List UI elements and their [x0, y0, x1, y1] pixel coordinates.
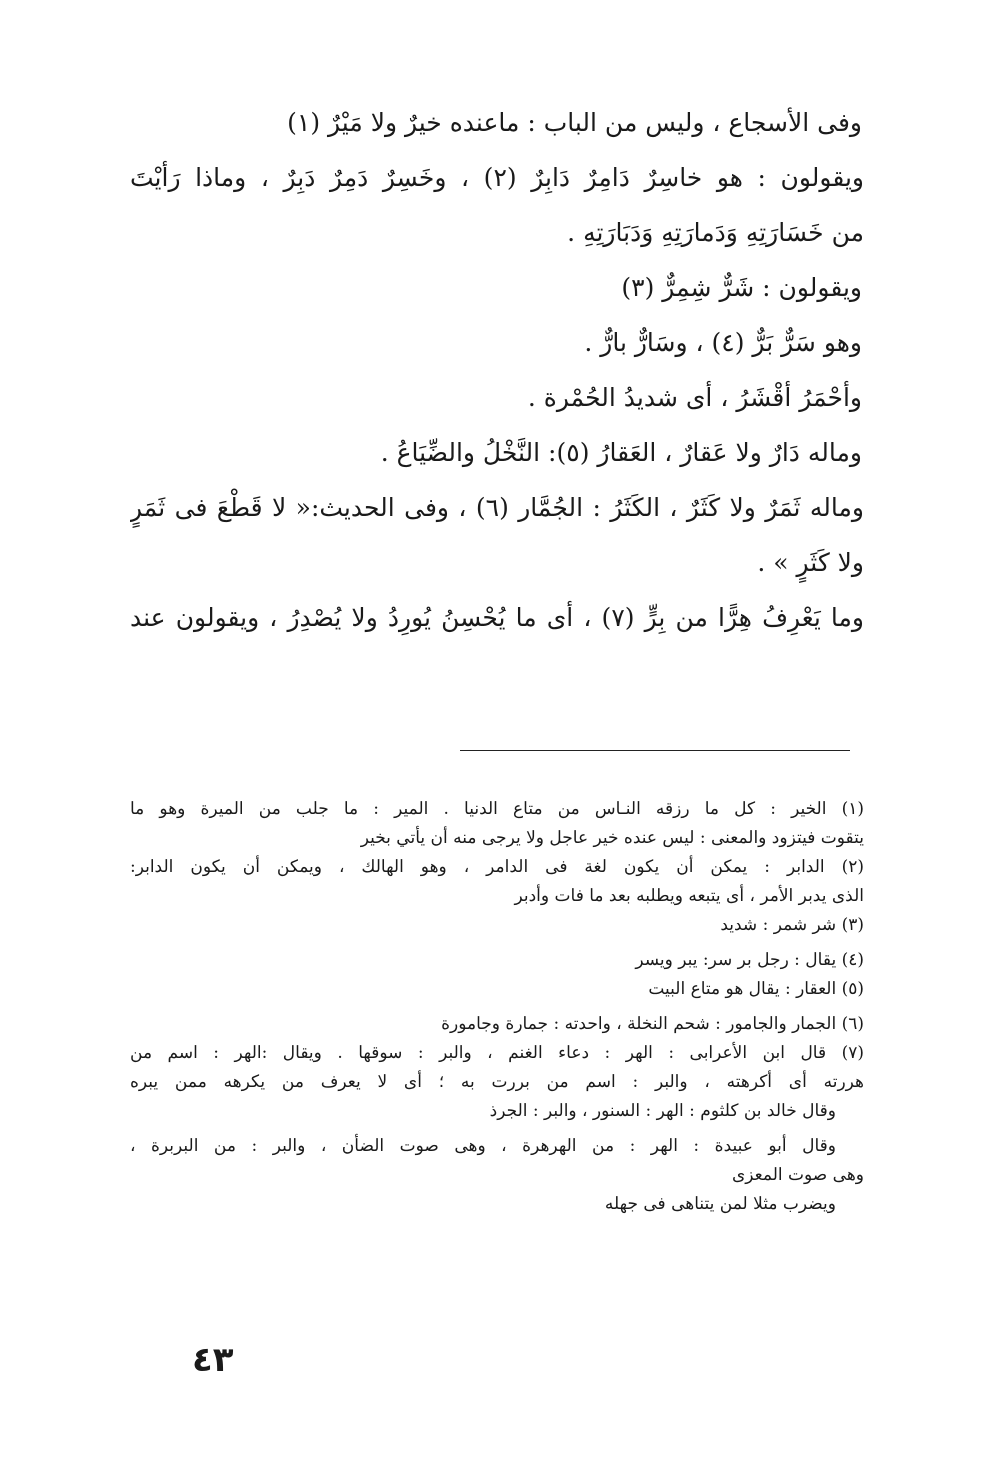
- footnote-line: (٣) شر شمر : شديد: [720, 915, 864, 935]
- footnote-line: وقال خالد بن كلثوم : الهر : السنور ، والبر : الجرذ: [489, 1101, 836, 1121]
- footnote-line: (٢) الدابر : يمكن أن يكون لغة فى الدامر ، وهو الهالك ، ويمكن أن يكون الدابر:: [130, 857, 864, 877]
- footnote-line: (٦) الجمار والجامور : شحم النخلة ، واحدته : جمارة وجامورة: [441, 1014, 864, 1034]
- footnote-line: (٤) يقال : رجل بر سر: يبر ويسر: [635, 950, 864, 970]
- body-line: ويقولون : شَرٌّ شِمِرٌّ (٣): [621, 273, 862, 302]
- page-number: ٤٣: [192, 1340, 234, 1380]
- main-text: [130, 95, 864, 645]
- footnotes: [130, 795, 864, 1219]
- body-line: وماله دَارٌ ولا عَقارٌ ، العَقارُ (٥): النَّخْلُ والضِّيَاعُ .: [380, 438, 862, 467]
- body-line: ولا كَثَرٍ » .: [757, 548, 864, 577]
- body-line: وما يَعْرِفُ هِرًّا من بِرٍّ (٧) ، أى ما يُحْسِنُ يُورِدُ ولا يُصْدِرُ ، ويقولون عند: [130, 603, 864, 632]
- body-line: وفى الأسجاع ، وليس من الباب : ماعنده خيرٌ ولا مَيْرٌ (١): [287, 108, 862, 137]
- footnote-line: (٥) العقار : يقال هو متاع البيت: [648, 979, 864, 999]
- footnote-line: وهى صوت المعزى: [732, 1165, 864, 1185]
- footnote-divider: [460, 750, 850, 751]
- body-line: وأحْمَرُ أقْشَرُ ، أى شديدُ الحُمْرة .: [527, 383, 862, 412]
- footnote-line: الذى يدبر الأمر ، أى يتبعه ويطلبه بعد ما فات وأدبر: [514, 886, 864, 906]
- footnote-line: وقال أبو عبيدة : الهر : من الهرهرة ، وهى صوت الضأن ، والبر : من البربرة ،: [130, 1136, 836, 1156]
- body-line: وهو سَرٌّ بَرٌّ (٤) ، وسَارٌّ بارٌّ .: [584, 328, 862, 357]
- footnote-line: (١) الخير : كل ما رزقه النـاس من متاع الدنيا . المير : ما جلب من الميرة وهو ما: [130, 799, 864, 819]
- footnote-line: ويضرب مثلا لمن يتناهى فى جهله: [604, 1194, 836, 1214]
- body-line: من خَسَارَتِهِ وَدَمارَتِهِ وَدَبَارَتِهِ .: [567, 218, 864, 247]
- body-line: وماله ثَمَرٌ ولا كَثَرٌ ، الكَثَرُ : الجُمَّار (٦) ، وفى الحديث:« لا قَطْعَ فى ثَمَرٍ: [130, 493, 864, 522]
- footnote-line: (٧) قال ابن الأعرابى : الهر : دعاء الغنم ، والبر : سوقها . ويقال :الهر : اسم من: [130, 1043, 864, 1063]
- body-line: ويقولون : هو خاسِرٌ دَامِرٌ دَابِرٌ (٢) ، وخَسِرٌ دَمِرٌ دَبِرٌ ، وماذا رَأيْتَ: [130, 163, 864, 192]
- footnote-line: يتقوت فيتزود والمعنى : ليس عنده خير عاجل ولا يرجى منه أن يأتي بخير: [360, 828, 864, 848]
- footnote-line: هررته أى أكرهته ، والبر : اسم من بررت به ؛ أى لا يعرف من يكرهه ممن يبره: [130, 1072, 864, 1092]
